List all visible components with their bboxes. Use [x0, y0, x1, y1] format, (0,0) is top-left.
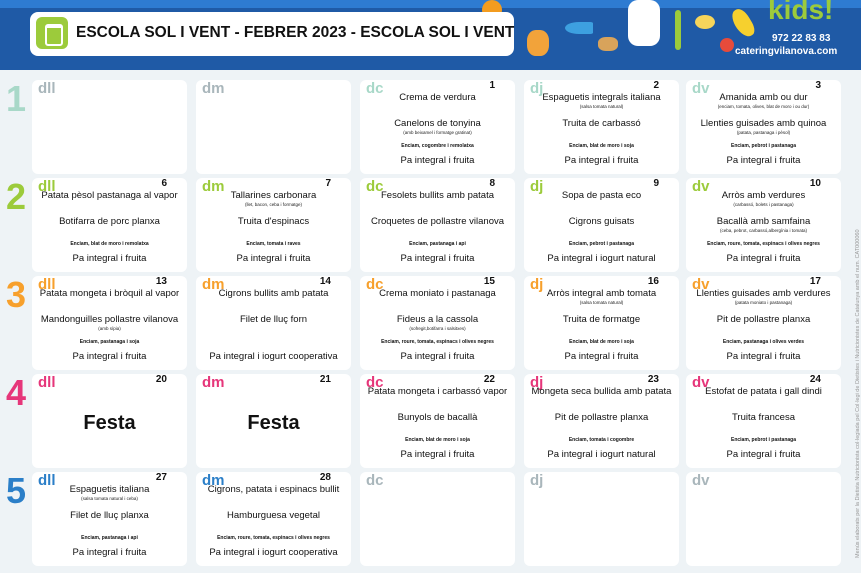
- day-cell: [686, 374, 841, 468]
- first-course-note: (enciam, tomata, olives, blat de moro i ou dur): [717, 104, 810, 109]
- first-course: Estofat de patata i gall dindi: [705, 386, 822, 397]
- second-course: Truita francesa: [731, 412, 795, 423]
- decor-fish-icon: [565, 22, 593, 34]
- day-number: 3: [815, 80, 821, 91]
- dessert: Pa integral i fruita: [400, 155, 475, 166]
- dessert: Pa integral i fruita: [564, 155, 639, 166]
- weekday-label: dj: [530, 374, 544, 391]
- day-number: 22: [483, 374, 495, 385]
- dessert: Pa integral i fruita: [400, 351, 475, 362]
- day-cell: [360, 472, 515, 566]
- weekday-label: dll: [38, 472, 56, 489]
- day-cell: [196, 276, 351, 370]
- first-course-note: (salsa tomata natural i ceba): [81, 496, 138, 501]
- second-course: Llenties guisades amb quinoa: [700, 118, 827, 129]
- first-course: Espaguetis italiana: [69, 484, 150, 495]
- day-cell: [524, 276, 679, 370]
- day-number: 24: [809, 374, 821, 385]
- second-course: Bunyols de bacallà: [397, 412, 478, 423]
- first-course: Cigrons bullits amb patata: [218, 288, 329, 299]
- first-course: Patata pèsol pastanaga al vapor: [41, 190, 178, 201]
- weekday-label: dc: [366, 178, 384, 195]
- weekday-label: dv: [692, 374, 710, 391]
- side-salad: Enciam, tomata i raves: [246, 241, 301, 247]
- decor-chef-icon: [628, 0, 660, 46]
- decor-banana-icon: [729, 6, 758, 40]
- second-course: Pit de pollastre planxa: [716, 314, 811, 325]
- second-course-note: (sofregit,botifarra i salsitxes): [409, 326, 466, 331]
- second-course-note: (patata, pastanaga i pèsol): [736, 130, 791, 135]
- side-salad: Enciam, blat de moro i soja: [405, 437, 470, 443]
- second-course: Filet de lluç planxa: [70, 510, 149, 521]
- weekday-label: dm: [202, 374, 225, 391]
- first-course: Amanida amb ou dur: [719, 92, 808, 103]
- week-number: 3: [5, 274, 27, 315]
- day-number: 10: [809, 178, 821, 189]
- first-course: Patata mongeta i bròquil al vapor: [39, 288, 180, 299]
- day-cell: [360, 80, 515, 174]
- side-salad: Enciam, pastanaga i olives verdes: [722, 339, 805, 345]
- side-salad: Enciam, pastanaga i api: [409, 241, 466, 247]
- week-number: 1: [5, 78, 27, 119]
- side-salad: Enciam, blat de moro i soja: [569, 143, 634, 149]
- day-number: 8: [489, 178, 495, 189]
- day-number: 6: [161, 178, 167, 189]
- weekday-label: dv: [692, 472, 710, 489]
- day-number: 1: [489, 80, 495, 91]
- brand-logo: kids!: [768, 0, 834, 25]
- day-cell: [360, 178, 515, 272]
- dessert: Pa integral i fruita: [72, 253, 147, 264]
- second-course: Pit de pollastre planxa: [554, 412, 649, 423]
- day-number: 27: [155, 472, 167, 483]
- weekday-label: dll: [38, 374, 56, 391]
- second-course: Bacallà amb samfaina: [716, 216, 811, 227]
- phone-number: 972 22 83 83: [772, 33, 831, 44]
- first-course: Crema de verdura: [399, 92, 476, 103]
- side-salad: Enciam, tomata i cogombre: [568, 437, 635, 443]
- day-number: 23: [647, 374, 659, 385]
- day-cell: [524, 178, 679, 272]
- day-cell: [32, 374, 187, 468]
- side-salad: Enciam, pastanaga i api: [81, 535, 138, 541]
- side-salad: Enciam, roure, tomata, espinacs i olives negres: [217, 535, 330, 541]
- day-cell: [360, 276, 515, 370]
- first-course-note: (llet, bacon, ceba i formatge): [244, 202, 303, 207]
- dessert: Pa integral i fruita: [726, 449, 801, 460]
- weekday-label: dc: [366, 472, 384, 489]
- first-course: Tallarines carbonara: [230, 190, 317, 201]
- first-course: Cigrons, patata i espinacs bullit: [207, 484, 340, 495]
- day-cell: [360, 374, 515, 468]
- first-course: Sopa de pasta eco: [561, 190, 642, 201]
- second-course: Truita de formatge: [562, 314, 641, 325]
- day-cell: [32, 178, 187, 272]
- weekday-label: dll: [38, 80, 56, 97]
- second-course: Croquetes de pollastre vilanova: [370, 216, 505, 227]
- first-course: Crema moniato i pastanaga: [379, 288, 496, 299]
- weekday-label: dll: [38, 276, 56, 293]
- day-cell: [524, 472, 679, 566]
- day-cell: [32, 472, 187, 566]
- day-number: 20: [155, 374, 167, 385]
- side-salad: Enciam, pebrot i pastanaga: [730, 143, 797, 149]
- second-course: Hamburguesa vegetal: [227, 510, 320, 521]
- day-cell: [196, 374, 351, 468]
- day-number: 21: [319, 374, 331, 385]
- decor-vegetable-icon: [527, 30, 549, 56]
- dessert: Pa integral i iogurt natural: [547, 253, 656, 264]
- dessert: Pa integral i fruita: [72, 351, 147, 362]
- weekday-label: dv: [692, 276, 710, 293]
- first-course-note: (carbassó, bolets i pastanaga): [733, 202, 794, 207]
- day-number: 14: [319, 276, 331, 287]
- second-course: Filet de lluç forn: [239, 314, 308, 325]
- side-salad: Enciam, pebrot i pastanaga: [730, 437, 797, 443]
- day-number: 17: [809, 276, 821, 287]
- day-cell: [196, 472, 351, 566]
- weekday-label: dc: [366, 276, 384, 293]
- day-cell: [686, 472, 841, 566]
- day-number: 15: [483, 276, 495, 287]
- first-course: Arròs integral amb tomata: [546, 288, 657, 299]
- day-cell: [524, 374, 679, 468]
- second-course-note: (amb beixamel i formatge gratinat): [403, 130, 472, 135]
- page-title: ESCOLA SOL I VENT - FEBRER 2023 - ESCOLA SOL I VENT: [76, 24, 515, 41]
- weekday-label: dv: [692, 178, 710, 195]
- weekday-label: dc: [366, 374, 384, 391]
- day-number: 7: [325, 178, 331, 189]
- weekday-label: dm: [202, 80, 225, 97]
- side-note: [848, 80, 860, 570]
- first-course: Arròs amb verdures: [721, 190, 806, 201]
- side-salad: Enciam, roure, tomata, espinacs i olives negres: [707, 241, 820, 247]
- day-cell: [32, 276, 187, 370]
- dessert: Pa integral i fruita: [726, 351, 801, 362]
- side-salad: Enciam, pastanaga i soja: [79, 339, 140, 345]
- second-course-note: (ceba, pebrot, carbassó,albergínia i tomata): [719, 228, 808, 233]
- day-number: 13: [155, 276, 167, 287]
- day-cell: [686, 178, 841, 272]
- first-course: Espaguetis integrals italiana: [542, 92, 661, 103]
- weekday-label: dj: [530, 80, 544, 97]
- second-course-note: (amb sípia): [98, 326, 121, 331]
- day-cell: [196, 80, 351, 174]
- day-cell: [196, 178, 351, 272]
- header-top-band: [0, 0, 861, 8]
- header-banner: [0, 0, 861, 70]
- weekday-label: dj: [530, 472, 544, 489]
- second-course: Mandonguilles pollastre vilanova: [40, 314, 179, 325]
- dessert: Pa integral i fruita: [726, 253, 801, 264]
- weekday-label: dm: [202, 472, 225, 489]
- second-course: Truita de carbassó: [562, 118, 641, 129]
- first-course: Mongeta seca bullida amb patata: [531, 386, 672, 397]
- second-course: Botifarra de porc planxa: [59, 216, 160, 227]
- week-number: 4: [5, 372, 27, 413]
- holiday-label: Festa: [83, 412, 136, 434]
- day-cell: [686, 80, 841, 174]
- day-number: 28: [319, 472, 331, 483]
- first-course-note: (patata moniato i pastanaga): [734, 300, 793, 305]
- side-salad: Enciam, cogombre i remolatxa: [401, 143, 474, 149]
- week-number: 5: [5, 470, 27, 511]
- weekday-label: dc: [366, 80, 384, 97]
- dessert: Pa integral i iogurt cooperativa: [209, 351, 338, 362]
- second-course: Cigrons guisats: [568, 216, 635, 227]
- holiday-label: Festa: [247, 412, 300, 434]
- weekday-label: dm: [202, 178, 225, 195]
- day-number: 9: [653, 178, 659, 189]
- website-link: cateringvilanova.com: [735, 46, 838, 57]
- side-salad: Enciam, blat de moro i remolatxa: [70, 241, 149, 247]
- title-box: [30, 12, 514, 56]
- chef-hat-icon: [36, 17, 68, 49]
- side-salad: Enciam, pebrot i pastanaga: [568, 241, 635, 247]
- first-course: Llenties guisades amb verdures: [696, 288, 831, 299]
- dessert: Pa integral i fruita: [236, 253, 311, 264]
- dessert: Pa integral i fruita: [400, 253, 475, 264]
- second-course: Canelons de tonyina: [394, 118, 481, 129]
- side-note-text: Menús elaborats per la Dietista Nutricionista col·legiada pel Col·legi de Dietistes i Nutricionistes de Catalunya amb el num. CAT000060: [855, 229, 861, 558]
- day-cell: [32, 80, 187, 174]
- dessert: Pa integral i fruita: [400, 449, 475, 460]
- first-course: Patata mongeta i carbassó vapor: [367, 386, 508, 397]
- second-course: Truita d'espinacs: [237, 216, 310, 227]
- first-course-note: (salsa tomata natural): [579, 300, 624, 305]
- decor-bread-icon: [598, 37, 618, 51]
- weekday-label: dj: [530, 276, 544, 293]
- side-salad: Enciam, roure, tomata, espinacs i olives negres: [381, 339, 494, 345]
- weekday-label: dj: [530, 178, 544, 195]
- second-course: Fideus a la cassola: [396, 314, 479, 325]
- dessert: Pa integral i iogurt cooperativa: [209, 547, 338, 558]
- first-course-note: (salsa tomata natural): [579, 104, 624, 109]
- decor-tomato-icon: [720, 38, 734, 52]
- day-cell: [524, 80, 679, 174]
- dessert: Pa integral i iogurt natural: [547, 449, 656, 460]
- decor-chicken-icon: [695, 15, 715, 29]
- weekday-label: dll: [38, 178, 56, 195]
- side-salad: Enciam, blat de moro i soja: [569, 339, 634, 345]
- week-number: 2: [5, 176, 27, 217]
- day-number: 16: [647, 276, 659, 287]
- dessert: Pa integral i fruita: [726, 155, 801, 166]
- first-course: Fesolets bullits amb patata: [380, 190, 494, 201]
- weekday-label: dm: [202, 276, 225, 293]
- decor-fork-icon: [675, 10, 681, 50]
- dessert: Pa integral i fruita: [564, 351, 639, 362]
- weekday-label: dv: [692, 80, 710, 97]
- day-number: 2: [653, 80, 659, 91]
- dessert: Pa integral i fruita: [72, 547, 147, 558]
- day-cell: [686, 276, 841, 370]
